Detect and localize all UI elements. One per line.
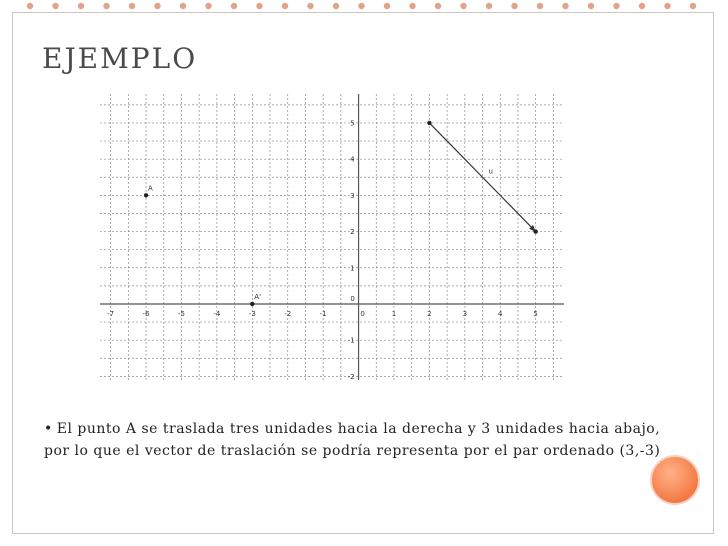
x-tick-label: 5 (533, 309, 538, 318)
vector-end-point (533, 229, 537, 233)
border-dot (205, 3, 211, 9)
border-dot (639, 3, 645, 9)
x-tick-label: -2 (284, 309, 292, 318)
y-tick-label: 3 (350, 191, 355, 200)
x-tick-label: -5 (177, 309, 185, 318)
x-tick-label: 4 (498, 309, 503, 318)
border-dot (52, 3, 58, 9)
border-dot (333, 3, 339, 9)
border-dot (78, 3, 84, 9)
y-tick-label: -1 (347, 336, 355, 345)
border-dot (409, 3, 415, 9)
border-dot (486, 3, 492, 9)
point-a-prime (250, 302, 254, 306)
explanation-text (44, 418, 684, 462)
explanation-content: El punto A se traslada tres unidades hacia la derecha y 3 unidades hacia abajo, por lo que el vector de traslación se podría representa por el par ordenado (3,-3) (44, 421, 661, 459)
y-tick-label: 2 (350, 228, 355, 237)
x-tick-label: 0 (360, 309, 365, 318)
border-dot (256, 3, 262, 9)
slide-title: EJEMPLO (42, 42, 198, 75)
border-dot (664, 3, 670, 9)
border-dot (613, 3, 619, 9)
border-dot (690, 3, 696, 9)
border-dot (537, 3, 543, 9)
border-dot (27, 3, 33, 9)
border-dot (358, 3, 364, 9)
point-label: A (148, 184, 153, 193)
x-tick-label: -3 (248, 309, 256, 318)
border-dot (435, 3, 441, 9)
x-tick-label: -7 (107, 309, 115, 318)
bullet-icon: • (44, 421, 53, 437)
decorative-orange-circle (650, 455, 700, 505)
y-tick-label: 1 (350, 264, 355, 273)
border-dot (562, 3, 568, 9)
x-tick-label: 2 (427, 309, 432, 318)
border-dot (103, 3, 109, 9)
border-dot (231, 3, 237, 9)
y-tick-label: 5 (350, 119, 355, 128)
x-tick-label: -1 (319, 309, 327, 318)
border-dot (384, 3, 390, 9)
border-dot (180, 3, 186, 9)
y-tick-label: -2 (347, 372, 355, 380)
vector-start-point (427, 121, 431, 125)
border-dot (588, 3, 594, 9)
x-tick-label: 3 (462, 309, 468, 318)
border-dot (154, 3, 160, 9)
point-label: A' (254, 292, 262, 301)
point-a (144, 193, 148, 197)
border-dot (307, 3, 313, 9)
border-dot (511, 3, 517, 9)
border-dot (129, 3, 135, 9)
decorative-dot-border (24, 0, 704, 14)
border-dot (460, 3, 466, 9)
x-tick-label: -6 (142, 309, 150, 318)
x-tick-label: -4 (213, 309, 221, 318)
y-tick-label: 4 (350, 155, 355, 164)
vector-label: u (488, 167, 493, 176)
y-tick-label: 0 (350, 294, 355, 303)
x-tick-label: 1 (391, 309, 397, 318)
coordinate-graph (100, 94, 564, 380)
border-dot (282, 3, 288, 9)
